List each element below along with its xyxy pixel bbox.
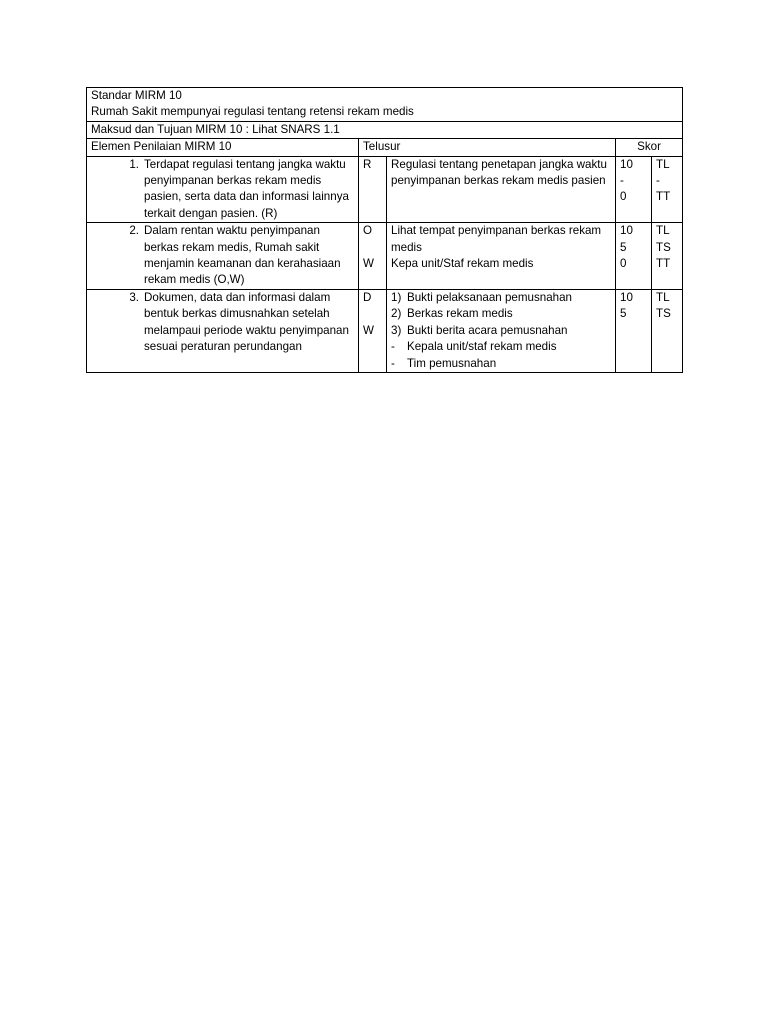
score-labels: TL TS: [652, 289, 683, 372]
standard-row: [87, 88, 683, 122]
standard-title: Standar MIRM 10: [91, 89, 182, 102]
trace-evidence: Regulasi tentang penetapan jangka waktu penyimpanan berkas rekam medis pasien: [387, 156, 616, 223]
item-text: Terdapat regulasi tentang jangka waktu penyimpanan berkas rekam medis pasien, serta data dan informasi lainnya terkait dengan pasien. (R): [144, 157, 349, 220]
header-elements: Elemen Penilaian MIRM 10: [87, 139, 359, 156]
score-values: 10 5 0: [616, 223, 652, 290]
standard-text: Rumah Sakit mempunyai regulasi tentang retensi rekam medis: [91, 105, 414, 119]
item-number: 3.: [129, 290, 139, 304]
evidence-list-item: 1) Bukti pelaksanaan pemusnahan: [391, 290, 573, 304]
table-row: [87, 289, 683, 372]
evidence-list-item: - Kepala unit/staf rekam medis: [391, 340, 557, 354]
evidence-list-item: 2) Berkas rekam medis: [391, 307, 513, 321]
mirm-standard-table: [86, 87, 683, 373]
trace-evidence: [387, 289, 616, 372]
trace-method: R: [359, 156, 387, 223]
item-text: Dalam rentan waktu penyimpanan berkas rekam medis, Rumah sakit menjamin keamanan dan kerahasiaan rekam medis (O,W): [144, 224, 341, 287]
header-score: Skor: [616, 139, 683, 156]
item-number: 2.: [129, 224, 139, 238]
score-labels: TL TS TT: [652, 223, 683, 290]
header-row: [87, 139, 683, 156]
purpose-text: Maksud dan Tujuan MIRM 10 : Lihat SNARS 1.1: [87, 121, 683, 138]
trace-method: D W: [359, 289, 387, 372]
evidence-list-item: - Tim pemusnahan: [391, 356, 497, 370]
table-row: [87, 223, 683, 290]
evidence-list-item: 3) Bukti berita acara pemusnahan: [391, 323, 568, 337]
score-values: 10 - 0: [616, 156, 652, 223]
item-text: Dokumen, data dan informasi dalam bentuk berkas dimusnahkan setelah melampaui periode waktu penyimpanan sesuai peraturan perundangan: [144, 290, 349, 354]
score-labels: TL - TT: [652, 156, 683, 223]
table-row: [87, 156, 683, 223]
item-number: 1.: [129, 157, 139, 171]
trace-method: O W: [359, 223, 387, 290]
score-values: 10 5: [616, 289, 652, 372]
mirm-standard-document: [86, 87, 682, 373]
purpose-row: [87, 121, 683, 138]
trace-evidence: Lihat tempat penyimpanan berkas rekam medis Kepa unit/Staf rekam medis: [387, 223, 616, 290]
header-trace: Telusur: [359, 139, 616, 156]
